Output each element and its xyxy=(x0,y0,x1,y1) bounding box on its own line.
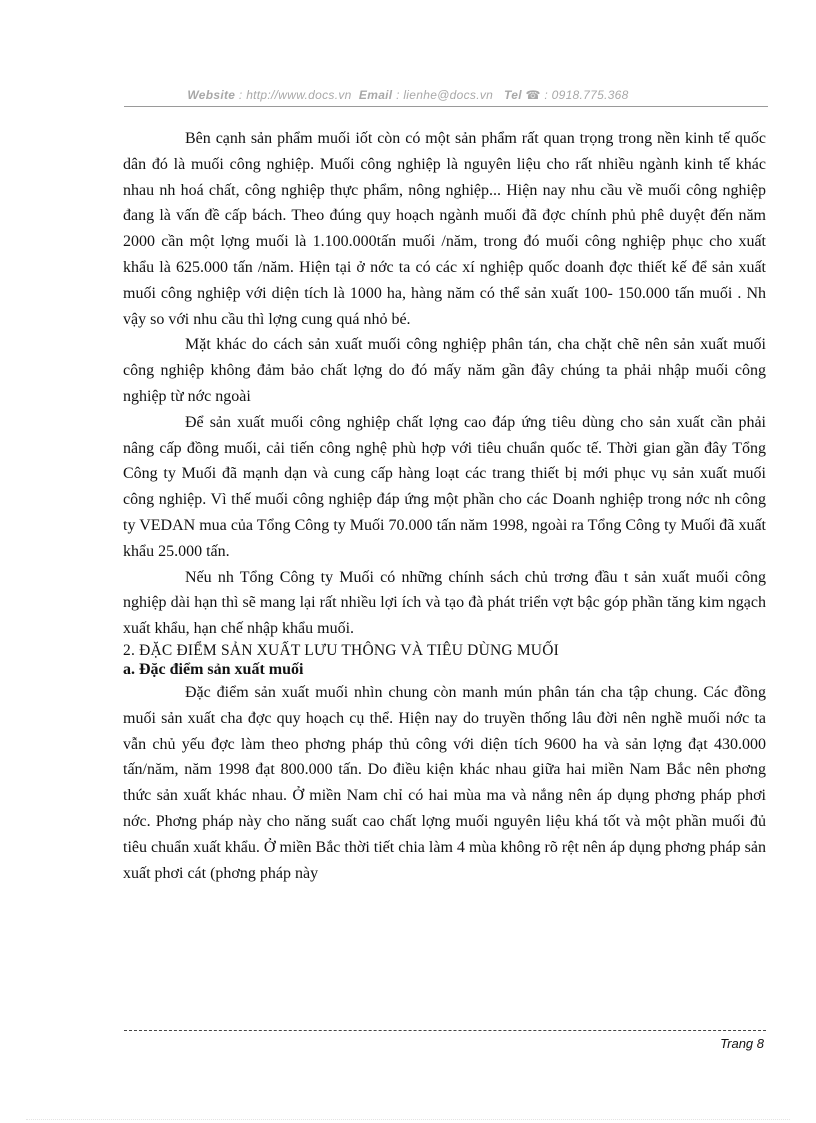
page-number: Trang 8 xyxy=(720,1036,764,1051)
paragraph-scattered-production: Mặt khác do cách sản xuất muối công nghiệp phân tán, cha chặt chẽ nên sản xuất muối công nghiệp không đảm bảo chất lợng do đó mấy năm gần đây chúng ta phải nhập muối công nghiệp từ nớc ngoài xyxy=(123,336,766,405)
tel-value: ☎ : 0918.775.368 xyxy=(525,88,629,102)
paragraph-production-characteristics: Đặc điểm sản xuất muối nhìn chung còn manh mún phân tán cha tập chung. Các đồng muối sản xuất cha đợc quy hoạch cụ thể. Hiện nay do truyền thống lâu đời nên nghề muối nớc ta vẫn chủ yếu đợc làm theo phơng pháp thủ công với diện tích 9600 ha và sản lợng đạt 430.000 tấn/năm, năm 1998 đạt 800.000 tấn. Do điều kiện khác nhau giữa hai miền Nam Bắc nên phơng thức sản xuất khác nhau. Ở miền Nam chỉ có hai mùa ma và nắng nên áp dụng phơng pháp phơi nớc. Phơng pháp này cho năng suất cao chất lợng muối nguyên liệu khá tốt và một phần muối đủ tiêu chuẩn xuất khẩu. Ở miền Bắc thời tiết chia làm 4 mùa không rõ rệt nên áp dụng phơng pháp sản xuất phơi cát (phơng pháp này xyxy=(123,683,766,882)
website-label: Website xyxy=(187,88,236,102)
header-divider xyxy=(124,106,768,107)
page-header xyxy=(0,88,816,102)
website-value: : http://www.docs.vn xyxy=(238,88,352,102)
email-value: : lienhe@docs.vn xyxy=(396,88,494,102)
footer-divider xyxy=(124,1030,766,1031)
subsection-heading: a. Đặc điểm sản xuất muối xyxy=(123,660,304,678)
paragraph-investment-policy: Nếu nh Tổng Công ty Muối có những chính sách chủ trơng đầu t sản xuất muối công nghiệp dài hạn thì sẽ mang lại rất nhiều lợi ích và tạo đà phát triển vợt bậc góp phần tăng kim ngạch xuất khẩu, hạn chế nhập khẩu muối. xyxy=(123,568,766,638)
paragraph-industrial-salt: Bên cạnh sản phẩm muối iốt còn có một sản phẩm rất quan trọng trong nền kinh tế quốc dân đó là muối công nghiệp. Muối công nghiệp là nguyên liệu cho rất nhiều ngành kinh tế khác nhau nh hoá chất, công nghiệp thực phẩm, nông nghiệp... Hiện nay nhu cầu về muối công nghiệp đang là vấn đề cấp bách. Theo đúng quy hoạch ngành muối đã đợc chính phủ phê duyệt đến năm 2000 cần một lợng muối là 1.100.000tấn muối /năm, trong đó muối công nghiệp phục cho xuất khẩu là 625.000 tấn /năm. Hiện tại ở nớc ta có các xí nghiệp quốc doanh đợc thiết kế để sản xuất muối công nghiệp với diện tích là 1000 ha, hàng năm có thể sản xuất 100- 150.000 tấn muối . Nh vậy so với nhu cầu thì lợng cung quá nhỏ bé. xyxy=(123,130,766,328)
tel-label: Tel xyxy=(504,88,522,102)
document-body xyxy=(123,126,766,886)
section-heading: 2. ĐẶC ĐIỂM SẢN XUẤT LƯU THÔNG VÀ TIÊU DÙNG MUỐI xyxy=(123,641,559,659)
page-bottom-border xyxy=(26,1119,790,1120)
email-label: Email xyxy=(358,88,393,102)
paragraph-quality-upgrade: Để sản xuất muối công nghiệp chất lợng cao đáp ứng tiêu dùng cho sản xuất cần phải nâng cấp đồng muối, cải tiến công nghệ phù hợp với tiêu chuẩn quốc tế. Thời gian gần đây Tổng Công ty Muối đã mạnh dạn và cung cấp hàng loạt các trang thiết bị mới phục vụ sản xuất muối công nghiệp. Vì thế muối công nghiệp đáp ứng một phần cho các Doanh nghiệp trong nớc nh công ty VEDAN mua của Tổng Công ty Muối 70.000 tấn năm 1998, ngoài ra Tổng Công ty Muối đã xuất khẩu 25.000 tấn. xyxy=(123,413,766,560)
